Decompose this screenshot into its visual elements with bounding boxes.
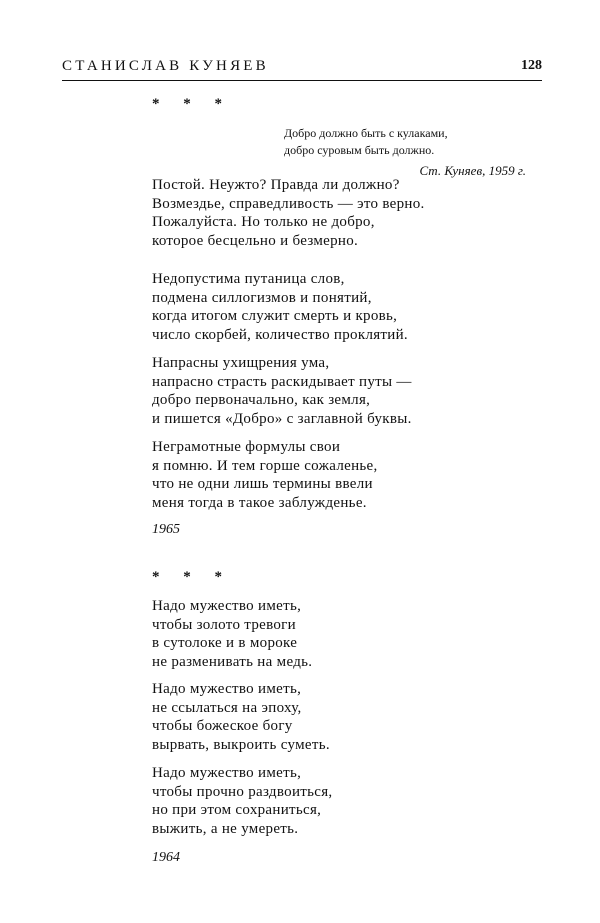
verse-line: подмена силлогизмов и понятий, [152, 289, 372, 306]
verse-line: число скорбей, количество проклятий. [152, 327, 408, 344]
running-header [62, 58, 542, 81]
verse-line: вырвать, выкроить суметь. [152, 737, 330, 754]
stanza [152, 354, 412, 429]
poem2-separator: * * * [152, 569, 232, 585]
verse-line: Неграмотные формулы свои [152, 439, 341, 455]
verse-line: в сутолоке и в мороке [152, 635, 298, 652]
epigraph-source: Ст. Куняев, 1959 г. [419, 163, 526, 178]
verse-line: Недопустима путаница слов, [152, 271, 345, 287]
verse-line: Надо мужество иметь, [152, 765, 302, 781]
verse-line: что не одни лишь термины ввели [152, 476, 373, 493]
verse-line: меня тогда в такое заблужденье. [152, 495, 367, 512]
verse-line: когда итогом служит смерть и кровь, [152, 308, 398, 325]
epigraph-line: Добро должно быть с кулаками, [284, 126, 448, 140]
verse-line: чтобы золото тревоги [152, 616, 296, 633]
poem1-separator: * * * [152, 96, 232, 112]
verse-line: Постой. Неужто? Правда ли должно? [152, 177, 400, 193]
verse-line: не ссылаться на эпоху, [152, 699, 302, 716]
verse-line: которое бесцельно и безмерно. [152, 233, 359, 250]
stanza [152, 270, 408, 345]
verse-line: Возмездье, справедливость — это верно. [152, 195, 425, 212]
verse-line: но при этом сохраниться, [152, 802, 322, 819]
stanza [152, 597, 312, 672]
verse-line: Надо мужество иметь, [152, 598, 302, 614]
verse-line: добро первоначально, как земля, [152, 392, 371, 409]
verse-line: не разменивать на медь. [152, 654, 313, 671]
verse-line: чтобы божеское богу [152, 718, 293, 735]
verse-line: я помню. И тем горше сожаленье, [152, 457, 378, 474]
stanza [152, 438, 378, 513]
epigraph [284, 125, 526, 179]
verse-line: Пожалуйста. Но только не добро, [152, 214, 375, 231]
poem1-year: 1965 [152, 522, 180, 537]
poem2-year: 1964 [152, 850, 180, 865]
epigraph-line: добро суровым быть должно. [284, 143, 435, 157]
verse-line: напрасно страсть раскидывает путы — [152, 373, 412, 390]
header-author: СТАНИСЛАВ КУНЯЕВ [62, 58, 269, 74]
page-number: 128 [521, 58, 542, 73]
verse-line: Напрасны ухищрения ума, [152, 355, 330, 371]
stanza [152, 680, 330, 755]
verse-line: выжить, а не умереть. [152, 821, 299, 838]
verse-line: и пишется «Добро» с заглавной буквы. [152, 411, 412, 428]
stanza [152, 176, 425, 251]
verse-line: чтобы прочно раздвоиться, [152, 783, 333, 800]
verse-line: Надо мужество иметь, [152, 681, 302, 697]
stanza [152, 764, 332, 839]
